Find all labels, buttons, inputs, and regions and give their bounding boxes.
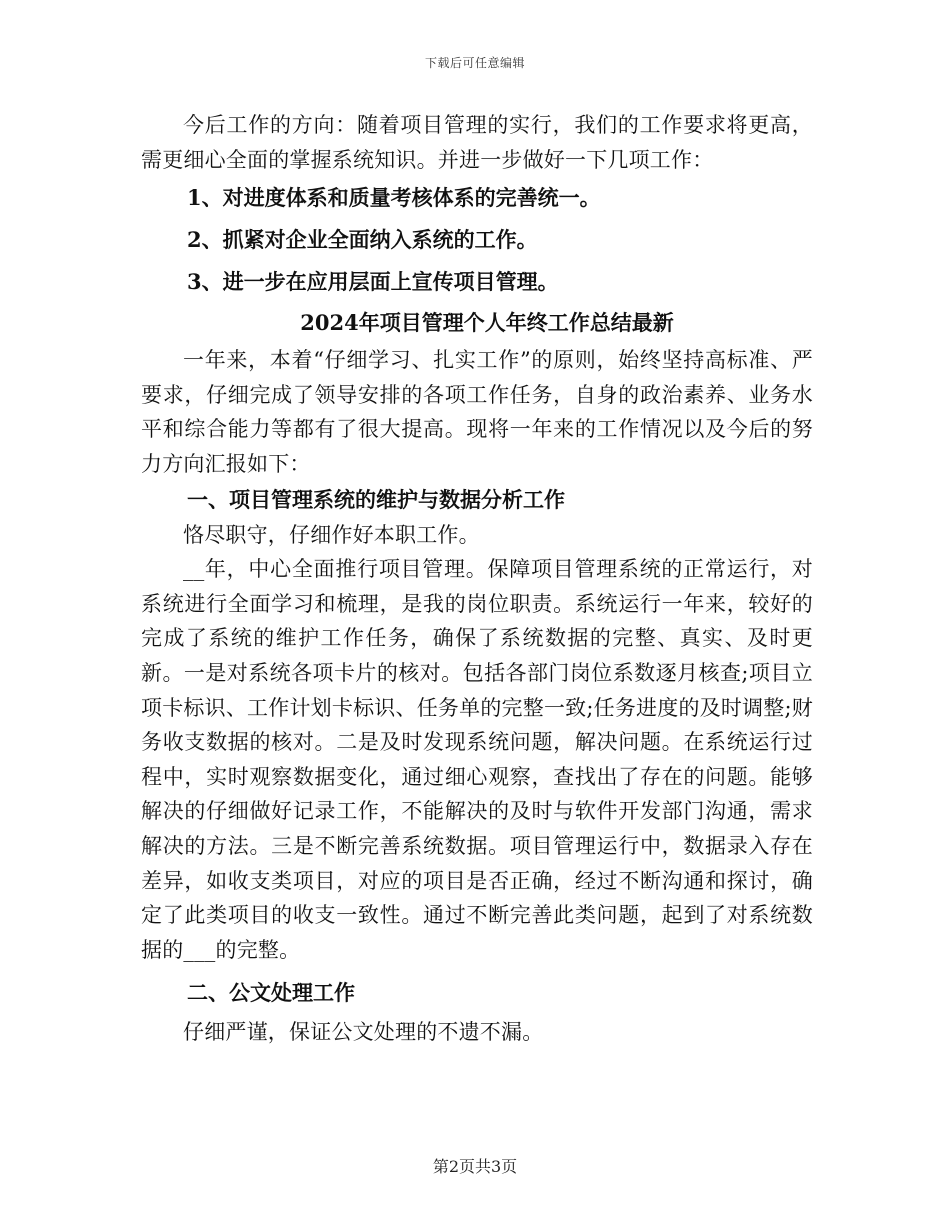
page-indicator: 第2页共3页 [432,1157,518,1176]
list-item-1: 1、对进度体系和质量考核体系的完善统一。 [187,185,601,211]
list-item-2: 2、抓紧对企业全面纳入系统的工作。 [187,227,538,253]
section1-lead: 恪尽职守，仔细作好本职工作。 [183,522,480,547]
opening-paragraph: 一年来，本着“仔细学习、扎实工作”的原则，始终坚持高标准、严要求，仔细完成了领导安排的各项工作任务，自身的政治素养、业务水平和综合能力等都有了很大提高。现将一年来的工作情况以及今后的努力方向汇报如下： [141,348,813,476]
section-heading-1: 一、项目管理系统的维护与数据分析工作 [187,486,565,512]
page-header-note: 下载后可任意编辑 [424,56,525,70]
section2-lead: 仔细严谨，保证公文处理的不遗不漏。 [183,1020,544,1045]
document-body [141,108,813,1050]
document-title: 2024年项目管理个人年终工作总结最新 [300,310,674,336]
section-heading-2: 二、公文处理工作 [187,980,355,1006]
intro-paragraph: 今后工作的方向：随着项目管理的实行，我们的工作要求将更高，需更细心全面的掌握系统知识。并进一步做好一下几项工作： [141,113,813,172]
list-item-3: 3、进一步在应用层面上宣传项目管理。 [187,269,559,295]
section1-body: __年，中心全面推行项目管理。保障项目管理系统的正常运行，对系统进行全面学习和梳理，是我的岗位职责。系统运行一年来，较好的完成了系统的维护工作任务，确保了系统数据的完整、真实、及时更新。一是对系统各项卡片的核对。包括各部门岗位系数逐月核查;项目立项卡标识、工作计划卡标识、任务单的完整一致;任务进度的及时调整;财务收支数据的核对。二是及时发现系统问题，解决问题。在系统运行过程中，实时观察数据变化，通过细心观察，查找出了存在的问题。能够解决的仔细做好记录工作，不能解决的及时与软件开发部门沟通，需求解决的方法。三是不断完善系统数据。项目管理运行中，数据录入存在差异，如收支类项目，对应的项目是否正确，经过不断沟通和探讨，确定了此类项目的收支一致性。通过不断完善此类问题，起到了对系统数据的___的完整。 [141,557,813,962]
